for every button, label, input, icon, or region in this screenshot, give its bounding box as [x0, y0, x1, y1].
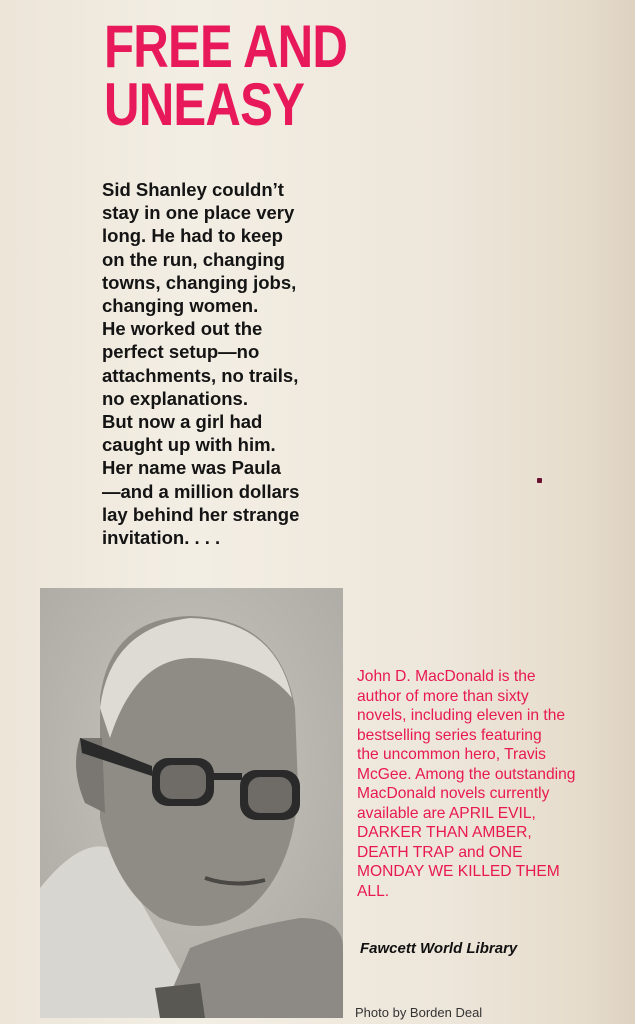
blurb-line: on the run, changing: [102, 248, 285, 270]
blurb-line: caught up with him.: [102, 434, 276, 456]
print-speck: [537, 478, 542, 483]
blurb-line: attachments, no trails,: [102, 364, 299, 386]
blurb-line: Her name was Paula: [102, 457, 281, 479]
photo-credit: Photo by Borden Deal: [355, 1005, 483, 1020]
bio-line: author of more than sixty: [357, 687, 529, 705]
bio-line: John D. MacDonald is the: [357, 668, 536, 685]
title-line: UNEASY: [104, 71, 305, 138]
bio-line: bestselling series featuring: [357, 726, 542, 744]
blurb-line: towns, changing jobs,: [102, 271, 297, 293]
bio-line: available are APRIL EVIL,: [357, 804, 536, 822]
bio-line: MacDonald novels currently: [357, 785, 550, 802]
blurb-line: no explanations.: [102, 387, 248, 409]
blurb-line: stay in one place very: [102, 202, 295, 224]
author-portrait-image: [40, 588, 343, 1018]
blurb-line: —and a million dollars: [102, 480, 300, 502]
bio-line: MONDAY WE KILLED THEM: [357, 863, 560, 880]
author-bio: [357, 667, 575, 901]
bio-line: DEATH TRAP and ONE: [357, 843, 523, 861]
bio-line: ALL.: [357, 882, 390, 900]
blurb-line: perfect setup—no: [102, 341, 260, 363]
book-title: [104, 13, 348, 138]
blurb-line: long. He had to keep: [102, 225, 283, 247]
author-photo: [40, 588, 343, 1018]
bio-line: the uncommon hero, Travis: [357, 746, 546, 763]
publisher-name: Fawcett World Library: [360, 940, 518, 957]
blurb-line: But now a girl had: [102, 411, 263, 433]
blurb-line: invitation. . . .: [102, 527, 221, 549]
blurb-line: lay behind her strange: [102, 503, 300, 525]
title-line: FREE AND: [104, 13, 348, 80]
blurb-line: He worked out the: [102, 318, 263, 340]
bio-line: DARKER THAN AMBER,: [357, 824, 532, 841]
bio-line: novels, including eleven in the: [357, 707, 566, 724]
blurb-line: changing women.: [102, 295, 259, 317]
blurb-line: Sid Shanley couldn’t: [102, 179, 284, 200]
bio-line: McGee. Among the outstanding: [357, 765, 576, 783]
blurb: [102, 178, 299, 549]
